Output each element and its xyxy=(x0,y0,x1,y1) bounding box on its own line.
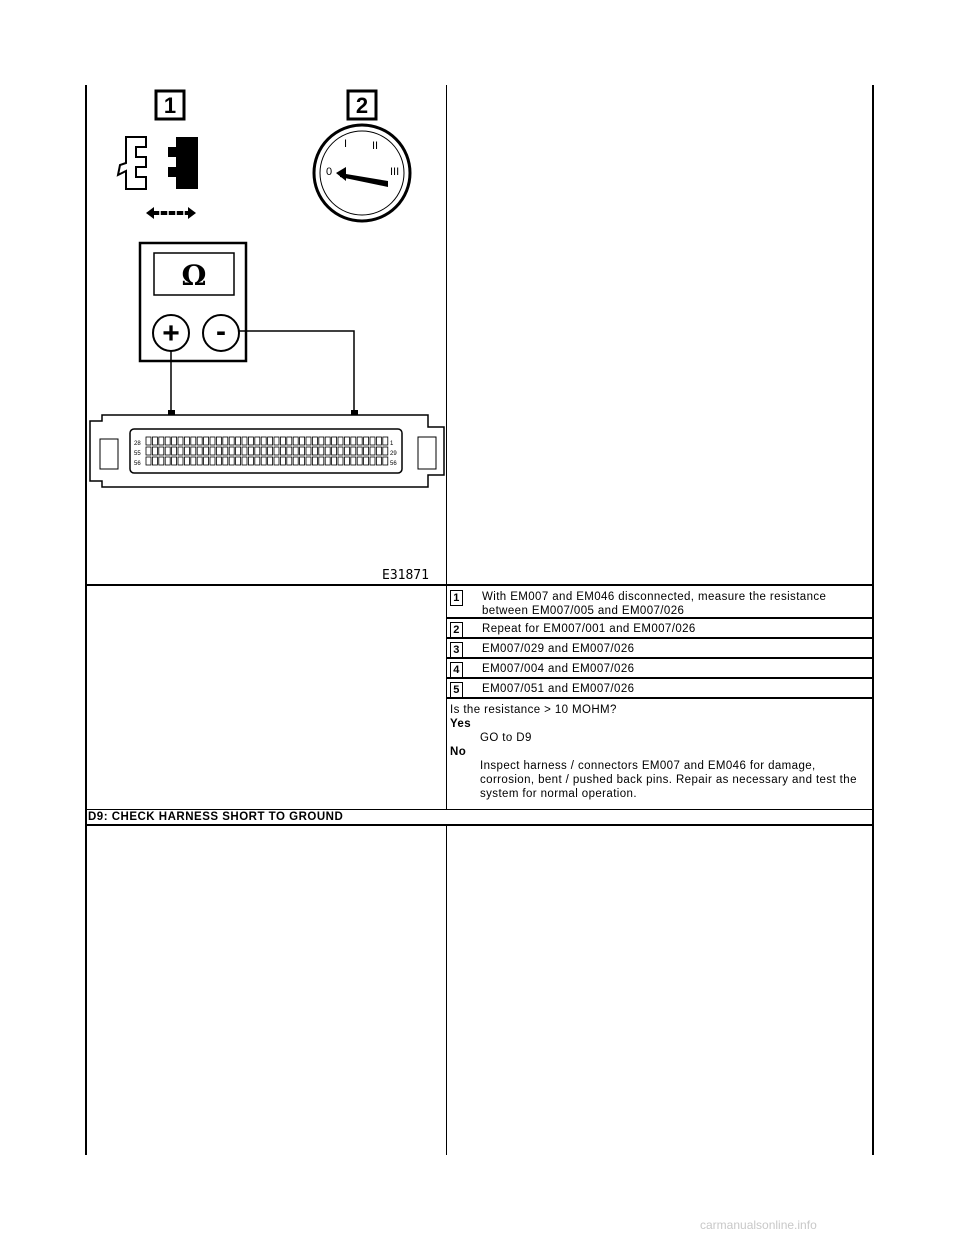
connector-pin xyxy=(274,457,279,465)
callout-1 xyxy=(156,91,184,119)
connector-pin xyxy=(242,447,247,455)
figure-id-label: E31871 xyxy=(382,568,429,583)
connector-pin xyxy=(344,457,349,465)
connector-pin xyxy=(325,457,330,465)
connector-pin xyxy=(300,457,305,465)
connector-pin xyxy=(242,457,247,465)
yes-label: Yes xyxy=(450,718,472,730)
connector-pin xyxy=(300,437,305,445)
connector-pin xyxy=(293,447,298,455)
connector-pin xyxy=(370,457,375,465)
pin-label: 56 xyxy=(134,461,141,467)
connector-pin xyxy=(383,457,388,465)
no-label: No xyxy=(450,746,467,758)
step-5 xyxy=(450,680,872,698)
connector-pin xyxy=(300,447,305,455)
connector-pin xyxy=(306,457,311,465)
connector-pin xyxy=(216,447,221,455)
connector-pin xyxy=(236,447,241,455)
connector-pin xyxy=(236,437,241,445)
connector-pin xyxy=(376,437,381,445)
connector-pin xyxy=(332,457,337,465)
connector-pin xyxy=(165,437,170,445)
connector-pin xyxy=(223,457,228,465)
connector-pin xyxy=(376,447,381,455)
step-3 xyxy=(450,640,872,658)
callout-1-text: 1 xyxy=(163,93,177,118)
connector-pin xyxy=(152,447,157,455)
connector-pin xyxy=(248,437,253,445)
step-number: 2 xyxy=(450,622,463,638)
connector-pin xyxy=(210,437,215,445)
no-action: Inspect harness / connectors EM007 and EM046 for damage, corrosion, bent / pushed back pins. Repair as necessary and test the system for normal operation. xyxy=(480,760,857,800)
connector-pin xyxy=(184,447,189,455)
connector-pin xyxy=(293,457,298,465)
frame-mid-bottom xyxy=(446,825,447,1155)
pin-label: 29 xyxy=(390,451,397,457)
connector-pin xyxy=(159,437,164,445)
connector-pin xyxy=(261,437,266,445)
connector-pin xyxy=(248,457,253,465)
connector-pin xyxy=(255,437,260,445)
pin-label: 28 xyxy=(134,441,141,447)
connector-disconnect-icon xyxy=(118,137,198,219)
connector-pin xyxy=(255,457,260,465)
step-text: EM007/029 and EM007/026 xyxy=(482,643,635,655)
connector-pin xyxy=(338,447,343,455)
section-title: D9: CHECK HARNESS SHORT TO GROUND xyxy=(88,811,344,823)
connector-pin xyxy=(280,447,285,455)
step-text: EM007/051 and EM007/026 xyxy=(482,683,635,695)
switch-pos-0: 0 xyxy=(326,166,333,178)
step-number: 5 xyxy=(450,682,463,698)
connector-pin xyxy=(357,457,362,465)
connector-pin xyxy=(306,437,311,445)
connector-pin xyxy=(242,437,247,445)
connector-pin xyxy=(293,437,298,445)
ecm-connector-icon xyxy=(90,415,444,487)
connector-pin xyxy=(364,437,369,445)
connector-pin xyxy=(364,457,369,465)
connector-pin xyxy=(216,457,221,465)
frame-left xyxy=(85,85,87,1155)
step-1 xyxy=(450,588,872,618)
connector-pin xyxy=(319,447,324,455)
switch-pos-3: III xyxy=(390,166,400,178)
watermark: carmanualsonline.info xyxy=(700,1218,817,1232)
connector-pin xyxy=(287,437,292,445)
connector-pin xyxy=(351,457,356,465)
connector-pin xyxy=(351,447,356,455)
connector-pin xyxy=(178,457,183,465)
connector-pin xyxy=(332,447,337,455)
decision-block xyxy=(450,703,870,801)
connector-pin xyxy=(178,437,183,445)
connector-pin xyxy=(312,457,317,465)
connector-pin xyxy=(319,437,324,445)
connector-pin xyxy=(280,437,285,445)
connector-pin xyxy=(287,447,292,455)
connector-pin xyxy=(364,447,369,455)
connector-pin xyxy=(261,457,266,465)
connector-pin xyxy=(229,437,234,445)
connector-pin xyxy=(197,437,202,445)
connector-pin xyxy=(248,447,253,455)
connector-pin xyxy=(261,447,266,455)
plus-symbol: + xyxy=(162,317,180,350)
connector-pin xyxy=(280,457,285,465)
connector-pin xyxy=(204,447,209,455)
connector-pin xyxy=(370,437,375,445)
connector-pin xyxy=(210,457,215,465)
yes-action: GO to D9 xyxy=(480,732,532,744)
connector-pin xyxy=(159,447,164,455)
connector-pin xyxy=(268,457,273,465)
step-number: 3 xyxy=(450,642,463,658)
connector-pin xyxy=(376,457,381,465)
connector-pin xyxy=(172,447,177,455)
connector-pin xyxy=(146,447,151,455)
connector-pin xyxy=(383,437,388,445)
ohm-symbol: Ω xyxy=(181,259,207,292)
connector-pin xyxy=(325,447,330,455)
connector-pin xyxy=(370,447,375,455)
minus-symbol: - xyxy=(216,315,226,348)
connector-pin xyxy=(210,447,215,455)
step-number: 1 xyxy=(450,590,463,606)
connector-pin xyxy=(184,457,189,465)
connector-pin xyxy=(325,437,330,445)
step-text: With EM007 and EM046 disconnected, measure the resistance between EM007/005 and EM007/026 xyxy=(482,591,827,617)
step-4 xyxy=(450,660,872,678)
callout-2-text: 2 xyxy=(355,93,369,118)
frame-mid-top xyxy=(446,85,447,585)
step-text: Repeat for EM007/001 and EM007/026 xyxy=(482,623,696,635)
step-number: 4 xyxy=(450,662,463,678)
connector-pin xyxy=(344,447,349,455)
ignition-switch-icon xyxy=(314,125,410,221)
frame-right xyxy=(872,85,874,1155)
step-text: EM007/004 and EM007/026 xyxy=(482,663,635,675)
multimeter-icon xyxy=(140,243,246,361)
connector-pin xyxy=(229,447,234,455)
connector-pin xyxy=(191,457,196,465)
section-bottom xyxy=(85,824,874,826)
connector-pin xyxy=(204,457,209,465)
connector-pin xyxy=(312,447,317,455)
connector-pin xyxy=(229,457,234,465)
connector-pin xyxy=(357,447,362,455)
switch-pos-2: II xyxy=(372,140,379,152)
connector-pin xyxy=(332,437,337,445)
connector-pin xyxy=(338,437,343,445)
connector-pin xyxy=(172,437,177,445)
connector-pin xyxy=(312,437,317,445)
test-diagram xyxy=(88,85,446,585)
connector-pin xyxy=(338,457,343,465)
connector-pin xyxy=(178,447,183,455)
connector-pin xyxy=(165,447,170,455)
step-2 xyxy=(450,620,872,638)
connector-pin xyxy=(165,457,170,465)
callout-2 xyxy=(348,91,376,119)
connector-pin xyxy=(351,437,356,445)
section-top xyxy=(85,809,874,810)
connector-pin xyxy=(191,447,196,455)
question-text: Is the resistance > 10 MOHM? xyxy=(450,704,617,716)
connector-pin xyxy=(197,457,202,465)
pin-label: 55 xyxy=(134,451,141,457)
connector-pin xyxy=(274,437,279,445)
switch-pos-1: I xyxy=(344,138,348,150)
connector-pin xyxy=(172,457,177,465)
connector-pin xyxy=(223,447,228,455)
connector-pin xyxy=(268,437,273,445)
connector-pin xyxy=(152,457,157,465)
connector-pin xyxy=(236,457,241,465)
connector-pin xyxy=(274,447,279,455)
pin-label: 1 xyxy=(390,441,394,447)
connector-pin xyxy=(319,457,324,465)
connector-pin xyxy=(159,457,164,465)
connector-pin xyxy=(204,437,209,445)
connector-pin xyxy=(357,437,362,445)
connector-pin xyxy=(146,437,151,445)
connector-pin xyxy=(146,457,151,465)
connector-pin xyxy=(197,447,202,455)
pin-label: 56 xyxy=(390,461,397,467)
connector-pin xyxy=(255,447,260,455)
connector-pin xyxy=(223,437,228,445)
connector-pin xyxy=(344,437,349,445)
connector-pin xyxy=(287,457,292,465)
connector-pin xyxy=(184,437,189,445)
connector-pin xyxy=(268,447,273,455)
connector-pin xyxy=(383,447,388,455)
connector-pin xyxy=(306,447,311,455)
connector-pin xyxy=(152,437,157,445)
connector-pin xyxy=(216,437,221,445)
connector-pin xyxy=(191,437,196,445)
